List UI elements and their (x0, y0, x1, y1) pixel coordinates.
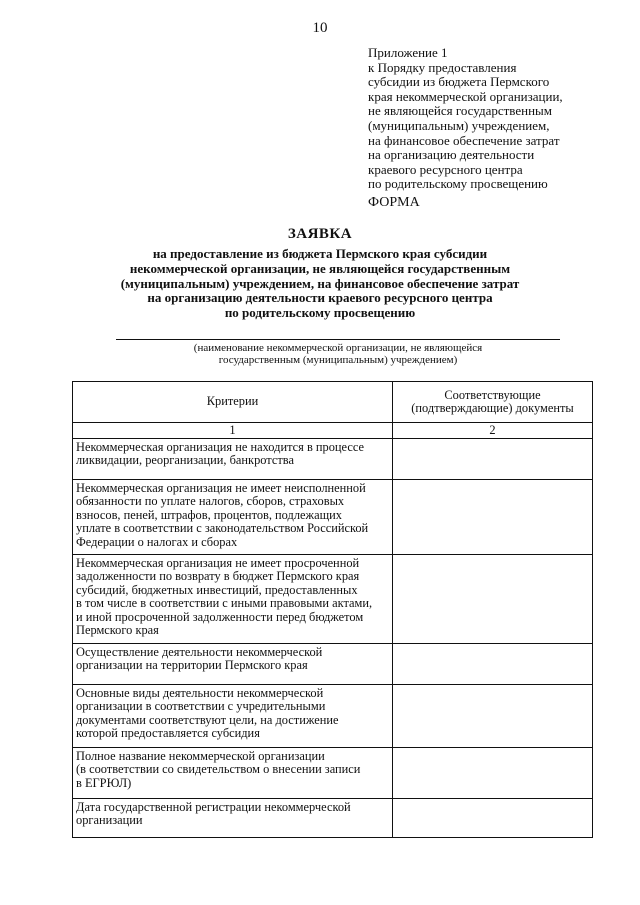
appendix-line: края некоммерческой организации, (368, 88, 563, 104)
criterion-line: в том числе в соответствии с иными правовыми актами, (76, 596, 373, 611)
subtitle-line: по родительскому просвещению (224, 305, 416, 321)
document-cell[interactable] (393, 799, 593, 838)
document-cell[interactable] (393, 685, 593, 748)
header-line: Соответствующие (444, 387, 541, 402)
criterion-line: Федерации о налогах и сборах (76, 534, 238, 549)
form-label: ФОРМА (368, 195, 420, 210)
criterion-line: Полное название некоммерческой организации (76, 749, 325, 763)
column-number-row (73, 423, 593, 439)
criterion-line: Основные виды деятельности некоммерческой (76, 686, 324, 700)
document-cell[interactable] (393, 480, 593, 555)
appendix-line: краевого ресурсного центра (368, 161, 523, 177)
criterion-line: ликвидации, реорганизации, банкротства (76, 453, 294, 468)
document-title: ЗАЯВКА (287, 226, 353, 242)
criterion-line: которой предоставляется субсидия (76, 726, 260, 741)
page-number: 10 (312, 20, 328, 36)
criterion-line: организации на территории Пермского края (76, 658, 308, 673)
criterion-line: документами соответствуют цели, на достижение (76, 712, 339, 727)
criterion-line: Осуществление деятельности некоммерческой (76, 645, 323, 659)
document-cell[interactable] (393, 555, 593, 644)
appendix-line: Приложение 1 (368, 45, 448, 60)
criterion-cell (73, 685, 393, 748)
criterion-cell (73, 748, 393, 799)
document-cell[interactable] (393, 748, 593, 799)
criterion-cell (73, 799, 393, 838)
table-row (73, 685, 593, 748)
header-line: (подтверждающие) документы (411, 401, 574, 415)
subtitle-line: на предоставление из бюджета Пермского края субсидии (152, 246, 488, 261)
subtitle-line: (муниципальным) учреждением, на финансовое обеспечение затрат (120, 275, 520, 291)
criterion-line: в ЕГРЮЛ) (76, 775, 132, 790)
appendix-line: на финансовое обеспечение затрат (368, 132, 560, 148)
table-header-row (73, 382, 593, 423)
organization-name-caption (116, 342, 560, 366)
table-row (73, 439, 593, 480)
document-cell[interactable] (393, 644, 593, 685)
subtitle-line: некоммерческой организации, не являющейся государственным (129, 260, 511, 276)
criterion-line: организации в соответствии с учредительными (76, 699, 326, 714)
appendix-line: на организацию деятельности (368, 147, 535, 163)
caption-line: (наименование некоммерческой организации, не являющейся (193, 342, 483, 354)
organization-name-field[interactable] (116, 339, 560, 340)
caption-line: государственным (муниципальным) учреждением) (218, 354, 458, 366)
criterion-line: Пермского края (76, 623, 159, 638)
criterion-cell (73, 439, 393, 480)
criterion-line: Некоммерческая организация не имеет просроченной (76, 556, 360, 570)
criterion-line: Дата государственной регистрации некоммерческой (76, 800, 351, 814)
criteria-table (72, 381, 593, 838)
appendix-line: по родительскому просвещению (368, 176, 548, 192)
criterion-cell (73, 555, 393, 644)
appendix-line: к Порядку предоставления (368, 59, 517, 75)
appendix-line: субсидии из бюджета Пермского (368, 74, 550, 90)
column-number: 2 (393, 423, 593, 439)
appendix-line: (муниципальным) учреждением, (368, 117, 550, 133)
criterion-line: и иной просроченной задолженности перед бюджетом (76, 609, 364, 624)
criterion-line: обязанности по уплате налогов, сборов, страховых (76, 494, 345, 509)
criterion-line: задолженности по возврату в бюджет Пермского края (76, 569, 360, 584)
criterion-line: (в соответствии со свидетельством о внесении записи (76, 762, 361, 777)
table-row (73, 748, 593, 799)
table-row (73, 555, 593, 644)
criterion-cell (73, 644, 393, 685)
column-header-documents (393, 382, 593, 423)
table-row (73, 799, 593, 838)
table-row (73, 644, 593, 685)
column-header-criteria: Критерии (73, 382, 393, 423)
document-cell[interactable] (393, 439, 593, 480)
criterion-line: субсидий, бюджетных инвестиций, предоставленных (76, 582, 358, 597)
subtitle-line: на организацию деятельности краевого ресурсного центра (147, 290, 493, 306)
criterion-cell (73, 480, 393, 555)
criterion-line: взносов, пеней, штрафов, процентов, подлежащих (76, 507, 342, 522)
column-number: 1 (73, 423, 393, 439)
criterion-line: Некоммерческая организация не имеет неисполненной (76, 481, 366, 495)
appendix-line: не являющейся государственным (368, 103, 552, 119)
document-subtitle (60, 247, 580, 321)
criterion-line: уплате в соответствии с законодательством Российской (76, 521, 369, 536)
table-row (73, 480, 593, 555)
criterion-line: организации (76, 813, 143, 828)
appendix-block (368, 46, 630, 192)
criterion-line: Некоммерческая организация не находится в процессе (76, 440, 364, 454)
